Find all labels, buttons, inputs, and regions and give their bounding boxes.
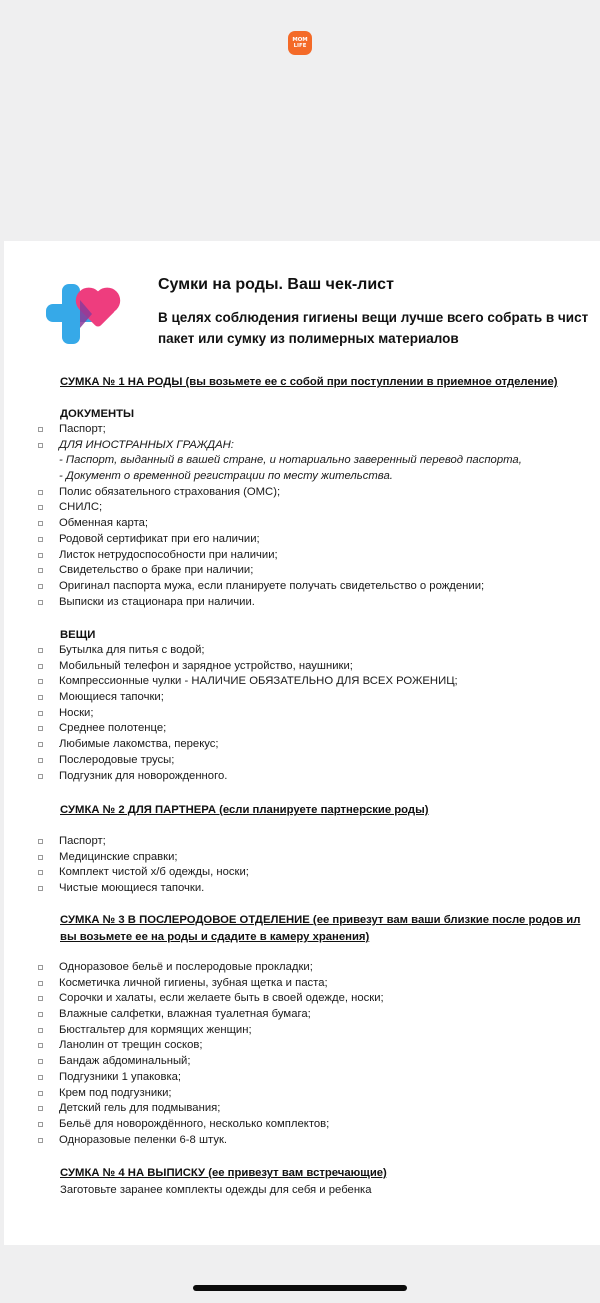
doc-title: Сумки на роды. Ваш чек-лист — [158, 276, 394, 293]
list-item[interactable]: Любимые лакомства, перекус; — [38, 737, 458, 753]
list-item[interactable]: ДЛЯ ИНОСТРАННЫХ ГРАЖДАН: — [38, 438, 522, 454]
list-item[interactable]: Одноразовое бельё и послеродовые прокладки; — [38, 960, 384, 976]
brand-heart-cross-icon — [46, 284, 124, 344]
checkbox-icon[interactable] — [38, 568, 43, 573]
list-item[interactable]: Влажные салфетки, влажная туалетная бумага; — [38, 1007, 384, 1023]
checkbox-icon[interactable] — [38, 427, 43, 432]
checkbox-icon[interactable] — [38, 600, 43, 605]
list-item[interactable]: Родовой сертификат при его наличии; — [38, 532, 522, 548]
list-item[interactable]: Комплект чистой х/б одежды, носки; — [38, 865, 249, 881]
checkbox-icon[interactable] — [38, 1075, 43, 1080]
bag3-heading-line1: СУМКА № 3 В ПОСЛЕРОДОВОЕ ОТДЕЛЕНИЕ (ее привезут вам ваши близкие после родов ил — [60, 914, 581, 926]
list-item[interactable]: Чистые моющиеся тапочки. — [38, 881, 249, 897]
logo-line2: LIFE — [293, 43, 307, 49]
list-item[interactable]: Подгузник для новорожденного. — [38, 769, 458, 785]
things-list — [38, 643, 458, 784]
list-item[interactable]: СНИЛС; — [38, 500, 522, 516]
list-item[interactable]: Бутылка для питья с водой; — [38, 643, 458, 659]
list-item[interactable]: Выписки из стационара при наличии. — [38, 595, 522, 611]
checkbox-icon[interactable] — [38, 726, 43, 731]
list-item-sub: - Паспорт, выданный в вашей стране, и нотариально заверенный перевод паспорта, — [59, 454, 522, 467]
checkbox-icon[interactable] — [38, 1012, 43, 1017]
bag4-heading: СУМКА № 4 НА ВЫПИСКУ (ее привезут вам встречающие) — [60, 1167, 387, 1179]
list-item[interactable]: Полис обязательного страхования (ОМС); — [38, 485, 522, 501]
checkbox-icon[interactable] — [38, 965, 43, 970]
checkbox-icon[interactable] — [38, 839, 43, 844]
checkbox-icon[interactable] — [38, 505, 43, 510]
list-item[interactable]: Обменная карта; — [38, 516, 522, 532]
checkbox-icon[interactable] — [38, 664, 43, 669]
checkbox-icon[interactable] — [38, 521, 43, 526]
mom-life-logo[interactable] — [288, 31, 312, 55]
list-item[interactable]: Свидетельство о браке при наличии; — [38, 563, 522, 579]
checkbox-icon[interactable] — [38, 443, 43, 448]
list-item[interactable]: Паспорт; — [38, 834, 249, 850]
checkbox-icon[interactable] — [38, 758, 43, 763]
bag1-heading: СУМКА № 1 НА РОДЫ (вы возьмете ее с собой при поступлении в приемное отделение) — [60, 376, 558, 388]
checkbox-icon[interactable] — [38, 1043, 43, 1048]
list-item[interactable]: Подгузники 1 упаковка; — [38, 1070, 384, 1086]
bag2-heading: СУМКА № 2 ДЛЯ ПАРТНЕРА (если планируете партнерские роды) — [60, 804, 429, 816]
list-item[interactable]: Моющиеся тапочки; — [38, 690, 458, 706]
checkbox-icon[interactable] — [38, 870, 43, 875]
list-item[interactable]: Среднее полотенце; — [38, 721, 458, 737]
intro-line1: В целях соблюдения гигиены вещи лучше всего собрать в чист — [158, 310, 589, 325]
checkbox-icon[interactable] — [38, 679, 43, 684]
checkbox-icon[interactable] — [38, 742, 43, 747]
bag2-list — [38, 834, 249, 897]
bag3-list — [38, 960, 384, 1148]
checkbox-icon[interactable] — [38, 774, 43, 779]
list-item[interactable]: Бельё для новорождённого, несколько комплектов; — [38, 1117, 384, 1133]
list-item[interactable]: Бандаж абдоминальный; — [38, 1054, 384, 1070]
list-item[interactable]: Мобильный телефон и зарядное устройство, наушники; — [38, 659, 458, 675]
list-item[interactable]: Компрессионные чулки - НАЛИЧИЕ ОБЯЗАТЕЛЬНО ДЛЯ ВСЕХ РОЖЕНИЦ; — [38, 674, 458, 690]
list-item[interactable]: Бюстгальтер для кормящих женщин; — [38, 1023, 384, 1039]
checkbox-icon[interactable] — [38, 537, 43, 542]
checkbox-icon[interactable] — [38, 1059, 43, 1064]
checkbox-icon[interactable] — [38, 553, 43, 558]
things-title: ВЕЩИ — [60, 629, 96, 641]
home-indicator[interactable] — [193, 1285, 407, 1291]
list-item-sub: - Документ о временной регистрации по месту жительства. — [59, 470, 393, 483]
list-item[interactable]: Послеродовые трусы; — [38, 753, 458, 769]
list-item[interactable]: Листок нетрудоспособности при наличии; — [38, 548, 522, 564]
list-item[interactable]: Оригинал паспорта мужа, если планируете получать свидетельство о рождении; — [38, 579, 522, 595]
checkbox-icon[interactable] — [38, 981, 43, 986]
list-item[interactable]: Медицинские справки; — [38, 850, 249, 866]
checkbox-icon[interactable] — [38, 1122, 43, 1127]
checkbox-icon[interactable] — [38, 886, 43, 891]
documents-title: ДОКУМЕНТЫ — [60, 408, 135, 420]
list-item[interactable]: Носки; — [38, 706, 458, 722]
checkbox-icon[interactable] — [38, 584, 43, 589]
bag3-heading-line2: вы возьмете ее на роды и сдадите в камеру хранения) — [60, 931, 370, 943]
list-item[interactable]: Крем под подгузники; — [38, 1086, 384, 1102]
checkbox-icon[interactable] — [38, 1028, 43, 1033]
checkbox-icon[interactable] — [38, 711, 43, 716]
checkbox-icon[interactable] — [38, 1138, 43, 1143]
checklist-document[interactable] — [4, 241, 600, 1245]
logo-line1: MOM — [292, 37, 308, 43]
list-item[interactable]: Паспорт; — [38, 422, 522, 438]
list-item[interactable]: Сорочки и халаты, если желаете быть в своей одежде, носки; — [38, 991, 384, 1007]
documents-list — [38, 422, 522, 610]
list-item[interactable]: Одноразовые пеленки 6-8 штук. — [38, 1133, 384, 1149]
intro-line2: пакет или сумку из полимерных материалов — [158, 331, 459, 346]
checkbox-icon[interactable] — [38, 996, 43, 1001]
doc-intro — [158, 307, 588, 349]
list-item[interactable]: Косметичка личной гигиены, зубная щетка и паста; — [38, 976, 384, 992]
checkbox-icon[interactable] — [38, 490, 43, 495]
checkbox-icon[interactable] — [38, 648, 43, 653]
list-item[interactable]: Ланолин от трещин сосков; — [38, 1038, 384, 1054]
list-item[interactable]: Детский гель для подмывания; — [38, 1101, 384, 1117]
checkbox-icon[interactable] — [38, 695, 43, 700]
checkbox-icon[interactable] — [38, 855, 43, 860]
checkbox-icon[interactable] — [38, 1106, 43, 1111]
bag4-note: Заготовьте заранее комплекты одежды для себя и ребенка — [60, 1184, 372, 1196]
checkbox-icon[interactable] — [38, 1091, 43, 1096]
